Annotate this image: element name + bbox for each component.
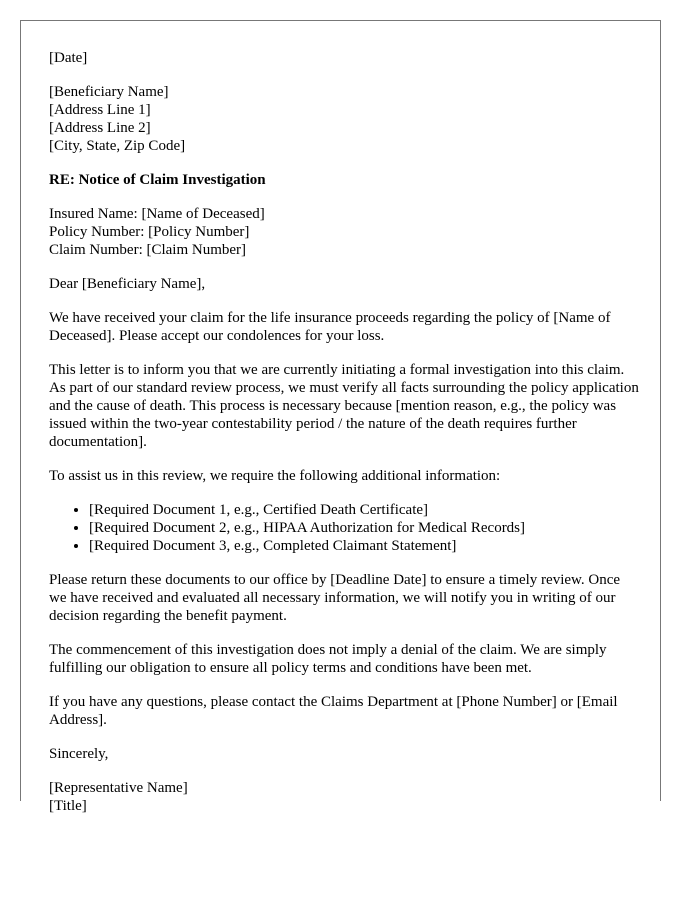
letter-date: [49, 49, 639, 67]
representative-title: [Title]: [49, 798, 87, 814]
date-text: [Date]: [49, 50, 88, 66]
letter-page: [20, 20, 661, 814]
claim-details: [49, 205, 639, 259]
list-item: • [Required Document 1, e.g., Certified Death Certificate]: [89, 501, 639, 519]
policy-number-line: Policy Number: [Policy Number]: [49, 224, 250, 240]
recipient-address: [49, 83, 639, 155]
recipient-name: [Beneficiary Name]: [49, 84, 169, 100]
paragraph-investigation: This letter is to inform you that we are currently initiating a formal investigation into this claim. As part of our standard review process, we must verify all facts surrounding the policy application and the cause of death. This process is necessary because [mention reason, e.g., the policy was issued within the two-year contestability period / the nature of the death requires further documentation].: [49, 362, 639, 450]
list-item: • [Required Document 3, e.g., Completed Claimant Statement]: [89, 537, 639, 555]
salutation: Dear [Beneficiary Name],: [49, 276, 206, 292]
representative-name: [Representative Name]: [49, 780, 188, 796]
paragraph-deadline: Please return these documents to our office by [Deadline Date] to ensure a timely review. Once we have received and evaluated all necessary information, we will notify you in writing of our decision regarding the benefit payment.: [49, 572, 621, 624]
required-documents-list: [49, 501, 639, 555]
paragraph-contact: If you have any questions, please contact the Claims Department at [Phone Number] or [Email Address].: [49, 694, 618, 728]
city-state-zip: [City, State, Zip Code]: [49, 138, 186, 154]
paragraph-claim-received: We have received your claim for the life insurance proceeds regarding the policy of [Name of Deceased]. Please accept our condolences for your loss.: [49, 310, 611, 344]
list-item: • [Required Document 2, e.g., HIPAA Authorization for Medical Records]: [89, 519, 639, 537]
address-line-2: [Address Line 2]: [49, 120, 151, 136]
letter-subject: RE: Notice of Claim Investigation: [49, 172, 266, 188]
insured-name-line: Insured Name: [Name of Deceased]: [49, 206, 265, 222]
claim-number-line: Claim Number: [Claim Number]: [49, 242, 247, 258]
paragraph-no-denial: The commencement of this investigation does not imply a denial of the claim. We are simply fulfilling our obligation to ensure all policy terms and conditions have been met.: [49, 642, 607, 676]
signature-block: [49, 779, 639, 815]
paragraph-requirements-intro: To assist us in this review, we require the following additional information:: [49, 468, 501, 484]
address-line-1: [Address Line 1]: [49, 102, 151, 118]
letter-body: [49, 49, 639, 815]
signoff: Sincerely,: [49, 746, 109, 762]
